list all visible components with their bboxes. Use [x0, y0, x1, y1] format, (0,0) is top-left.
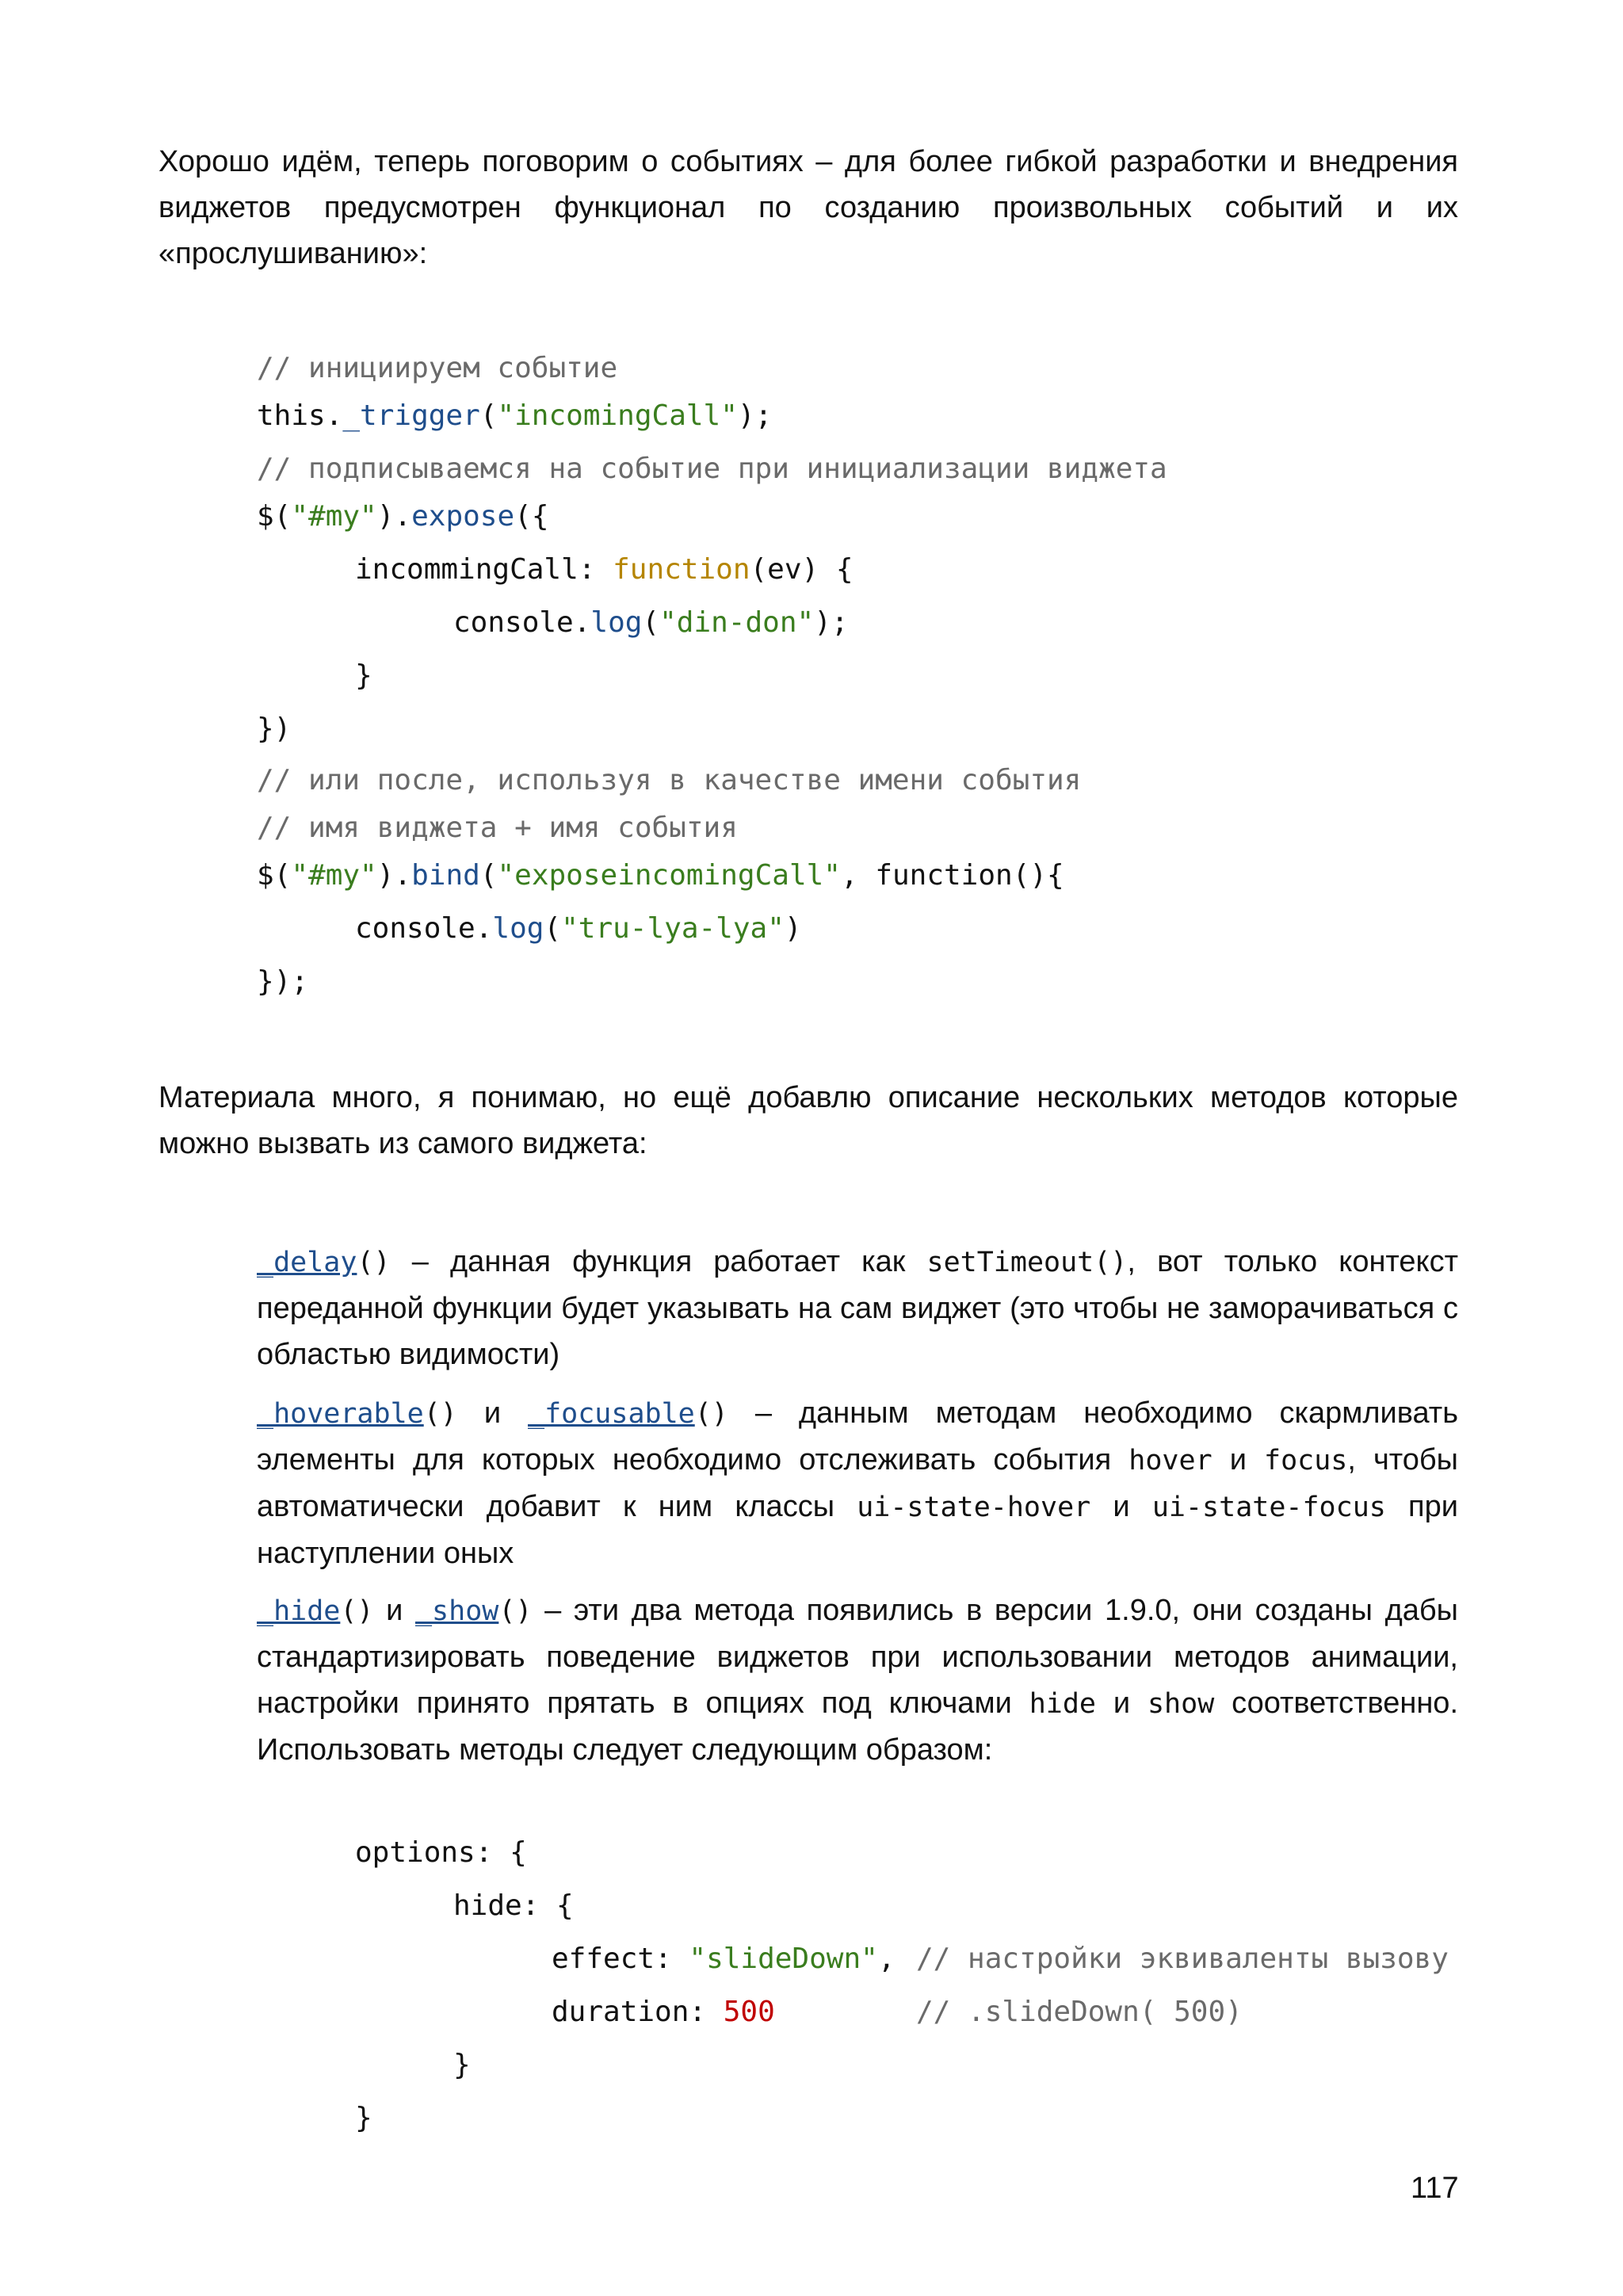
- code-line-console-1: [453, 606, 849, 639]
- method-name-focusable: _focusable: [528, 1398, 695, 1430]
- method-name-show: _show: [414, 1595, 499, 1627]
- code-token: function: [613, 553, 750, 586]
- code-token: "tru-lya-lya": [561, 912, 785, 945]
- method-text: – эти два метода появились в версии 1.9.0, они созданы дабы стандартизировать поведение виджетов при использовании методов анимации, настройки принято прятать в опциях под ключами: [257, 1594, 1458, 1720]
- code-token: $(: [257, 500, 292, 533]
- code-token: , function(){: [840, 859, 1064, 892]
- code-token: "slideDown": [689, 1943, 878, 1975]
- code-token: "exposeincomingCall": [497, 859, 841, 892]
- method-text: , вот только контекст переданной функции будет указывать на сам виджет (это чтобы не заморачиваться с областью видимости): [257, 1245, 1459, 1371]
- code-line-expose: [257, 502, 549, 531]
- intro-paragraph: Хорошо идём, теперь поговорим о событиях – для более гибкой разработки и внедрения виджетов предусмотрен функционал по созданию произвольных событий и их «прослушиванию»:: [158, 145, 1458, 270]
- method-text: и: [456, 1396, 529, 1430]
- code-token: incommingCall:: [355, 553, 613, 586]
- method-text: и: [1095, 1687, 1148, 1720]
- code-line-close-outer: }: [355, 2102, 372, 2134]
- code-token: $(: [257, 859, 292, 892]
- code-token: console.: [453, 606, 591, 639]
- code-token: (: [642, 606, 660, 639]
- code-line-options: options: {: [355, 1836, 527, 1869]
- code-line-hide: hide: {: [453, 1889, 574, 1922]
- code-token: console.: [355, 912, 493, 945]
- method-text: при наступлении оных: [257, 1490, 1458, 1570]
- code-comment-effect: // настройки эквиваленты вызову: [916, 1943, 1449, 1975]
- code-token: log: [492, 912, 544, 945]
- method-name-hide: _hide: [257, 1595, 341, 1627]
- code-token: expose: [411, 500, 515, 533]
- method-mono-hover: hover: [1128, 1445, 1212, 1477]
- method-mono-show: show: [1147, 1688, 1215, 1720]
- code-comment-subscribe: // подписываемся на событие при инициализации виджета: [257, 453, 1167, 485]
- code-line-close-brace: }: [355, 659, 372, 692]
- code-token: ({: [514, 500, 549, 533]
- code-token: ,: [877, 1943, 896, 1975]
- method-parens: (): [340, 1595, 374, 1627]
- code-token: (: [544, 912, 562, 945]
- page-number: 117: [1411, 2172, 1459, 2205]
- method-text: – данная функция работает как: [390, 1245, 927, 1278]
- code-token: _trigger: [342, 399, 480, 432]
- code-comment-initiate: // инициируем событие: [257, 352, 618, 384]
- method-parens: (): [423, 1398, 457, 1430]
- code-token: (ev) {: [750, 553, 854, 586]
- method-delay-description: [257, 1239, 1458, 1377]
- method-mono-class-focus: ui-state-focus: [1151, 1492, 1386, 1523]
- code-token: "incomingCall": [497, 399, 738, 432]
- code-line-handler: [355, 553, 854, 586]
- method-name-delay: _delay: [257, 1247, 357, 1278]
- code-token: (: [479, 399, 498, 432]
- code-token: bind: [411, 859, 480, 892]
- code-token: );: [737, 399, 773, 432]
- code-token: duration:: [552, 1996, 724, 2028]
- method-mono-hide: hide: [1029, 1688, 1096, 1720]
- method-name-hoverable: _hoverable: [257, 1398, 424, 1430]
- code-line-bind: [257, 861, 1064, 890]
- method-mono-class-hover: ui-state-hover: [857, 1492, 1091, 1523]
- method-parens: (): [694, 1398, 728, 1430]
- method-parens: (): [357, 1247, 391, 1278]
- code-token: "#my": [291, 500, 377, 533]
- code-line-close-expose: }): [257, 712, 292, 745]
- code-comment-after: // или после, используя в качестве имени события: [257, 764, 1082, 797]
- code-token: ).: [376, 859, 412, 892]
- code-token: ): [784, 912, 802, 945]
- code-token: effect:: [552, 1943, 689, 1975]
- code-line-close-inner: }: [453, 2049, 471, 2081]
- method-mono-focus: focus: [1264, 1445, 1348, 1477]
- code-line-trigger: [257, 399, 773, 432]
- code-token: "#my": [291, 859, 377, 892]
- code-line-effect: [552, 1945, 896, 1973]
- code-token: ).: [376, 500, 412, 533]
- code-token: log: [590, 606, 643, 639]
- code-comment-duration: // .slideDown( 500): [916, 1996, 1243, 2028]
- code-token: 500: [723, 1996, 775, 2028]
- second-paragraph: Материала много, я понимаю, но ещё добавлю описание нескольких методов которые можно вызвать из самого виджета:: [158, 1081, 1458, 1160]
- code-token: );: [814, 606, 849, 639]
- code-comment-widget-name: // имя виджета + имя события: [257, 812, 738, 844]
- code-line-duration: [552, 1998, 775, 2027]
- method-text: соответственно. Использовать методы следует следующим образом:: [257, 1687, 1458, 1767]
- method-text: и: [373, 1594, 415, 1627]
- method-text: и: [1090, 1490, 1152, 1523]
- method-text: – данным методам необходимо скармливать элементы для которых необходимо отслеживать события: [257, 1396, 1458, 1477]
- method-text: , чтобы автоматически добавит к ним классы: [257, 1443, 1458, 1523]
- method-hide-show-description: [257, 1587, 1458, 1773]
- method-hoverable-description: [257, 1390, 1458, 1576]
- method-parens: (): [498, 1595, 533, 1627]
- method-mono-settimeout: setTimeout(): [926, 1247, 1128, 1278]
- code-line-console-2: [355, 912, 802, 945]
- code-line-close-bind: });: [257, 965, 309, 998]
- code-token: this.: [257, 399, 343, 432]
- method-text: и: [1212, 1443, 1265, 1477]
- code-token: (: [479, 859, 498, 892]
- code-token: "din-don": [659, 606, 815, 639]
